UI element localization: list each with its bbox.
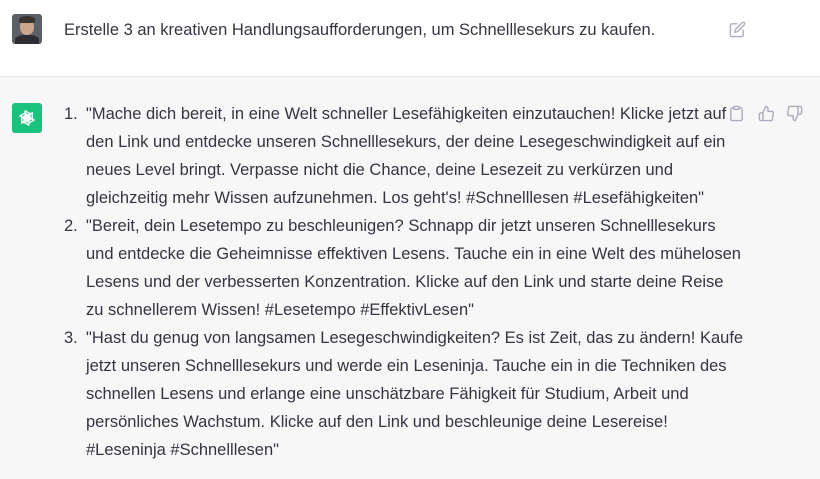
- answer-item-text-line: persönliches Wachstum. Klicke auf den Link und beschleunige deine Lesereise!: [86, 413, 668, 431]
- user-message-row: [0, 0, 820, 77]
- answer-item-text-line: schnellen Lesens und erlange eine unschätzbare Fähigkeit für Studium, Arbeit und: [86, 385, 689, 403]
- thumbs-up-icon[interactable]: [758, 105, 775, 122]
- answer-item-text-line: "Hast du genug von langsamen Lesegeschwindigkeiten? Es ist Zeit, das zu ändern! Kaufe: [86, 329, 744, 347]
- answer-item-text-line: Lesens und der verbesserten Konzentration. Klicke auf den Link und starte deine Reise: [86, 273, 724, 291]
- answer-item-number: 2.: [64, 217, 78, 235]
- user-avatar: [12, 14, 42, 44]
- answer-item-text-line: "Mache dich bereit, in eine Welt schneller Lesefähigkeiten einzutauchen! Klicke jetzt auf: [86, 105, 727, 123]
- answer-item-text-line: gleichzeitig mehr Wissen aufzunehmen. Los geht's! #Schnelllesen #Lesefähigkeiten": [86, 189, 705, 207]
- assistant-message-row: [0, 77, 820, 479]
- copy-icon[interactable]: [728, 105, 745, 122]
- answer-item-text-line: zu schnellerem Wissen! #Lesetempo #EffektivLesen": [86, 301, 474, 319]
- answer-item: [64, 324, 744, 464]
- thumbs-down-icon[interactable]: [786, 105, 803, 122]
- openai-logo-icon: [17, 108, 37, 128]
- answer-item-number: 1.: [64, 105, 78, 123]
- pencil-square-icon[interactable]: [729, 21, 746, 38]
- answer-item-text-line: #Leseninja #Schnelllesen": [86, 441, 279, 459]
- answer-item-text-line: "Bereit, dein Lesetempo zu beschleunigen? Schnapp dir jetzt unseren Schnelllesekurs: [86, 217, 716, 235]
- answer-item-text-line: und entdecke die Geheimnisse effektiven Lesens. Tauche ein in eine Welt des mühelosen: [86, 245, 741, 263]
- answer-item: [64, 212, 741, 324]
- user-message-text: Erstelle 3 an kreativen Handlungsaufforderungen, um Schnelllesekurs zu kaufen.: [64, 21, 656, 39]
- answer-item-text-line: jetzt unseren Schnelllesekurs und werde ein Leseninja. Tauche ein in die Techniken des: [86, 357, 727, 375]
- answer-item-text-line: neues Level bringt. Verpasse nicht die Chance, deine Lesezeit zu verkürzen und: [86, 161, 674, 179]
- assistant-answer-list: [64, 100, 744, 464]
- assistant-avatar: [12, 103, 42, 133]
- answer-item-number: 3.: [64, 329, 78, 347]
- answer-item-text-line: den Link und entdecke unseren Schnelllesekurs, der deine Lesegeschwindigkeit auf ein: [86, 133, 726, 151]
- answer-item: [64, 100, 727, 212]
